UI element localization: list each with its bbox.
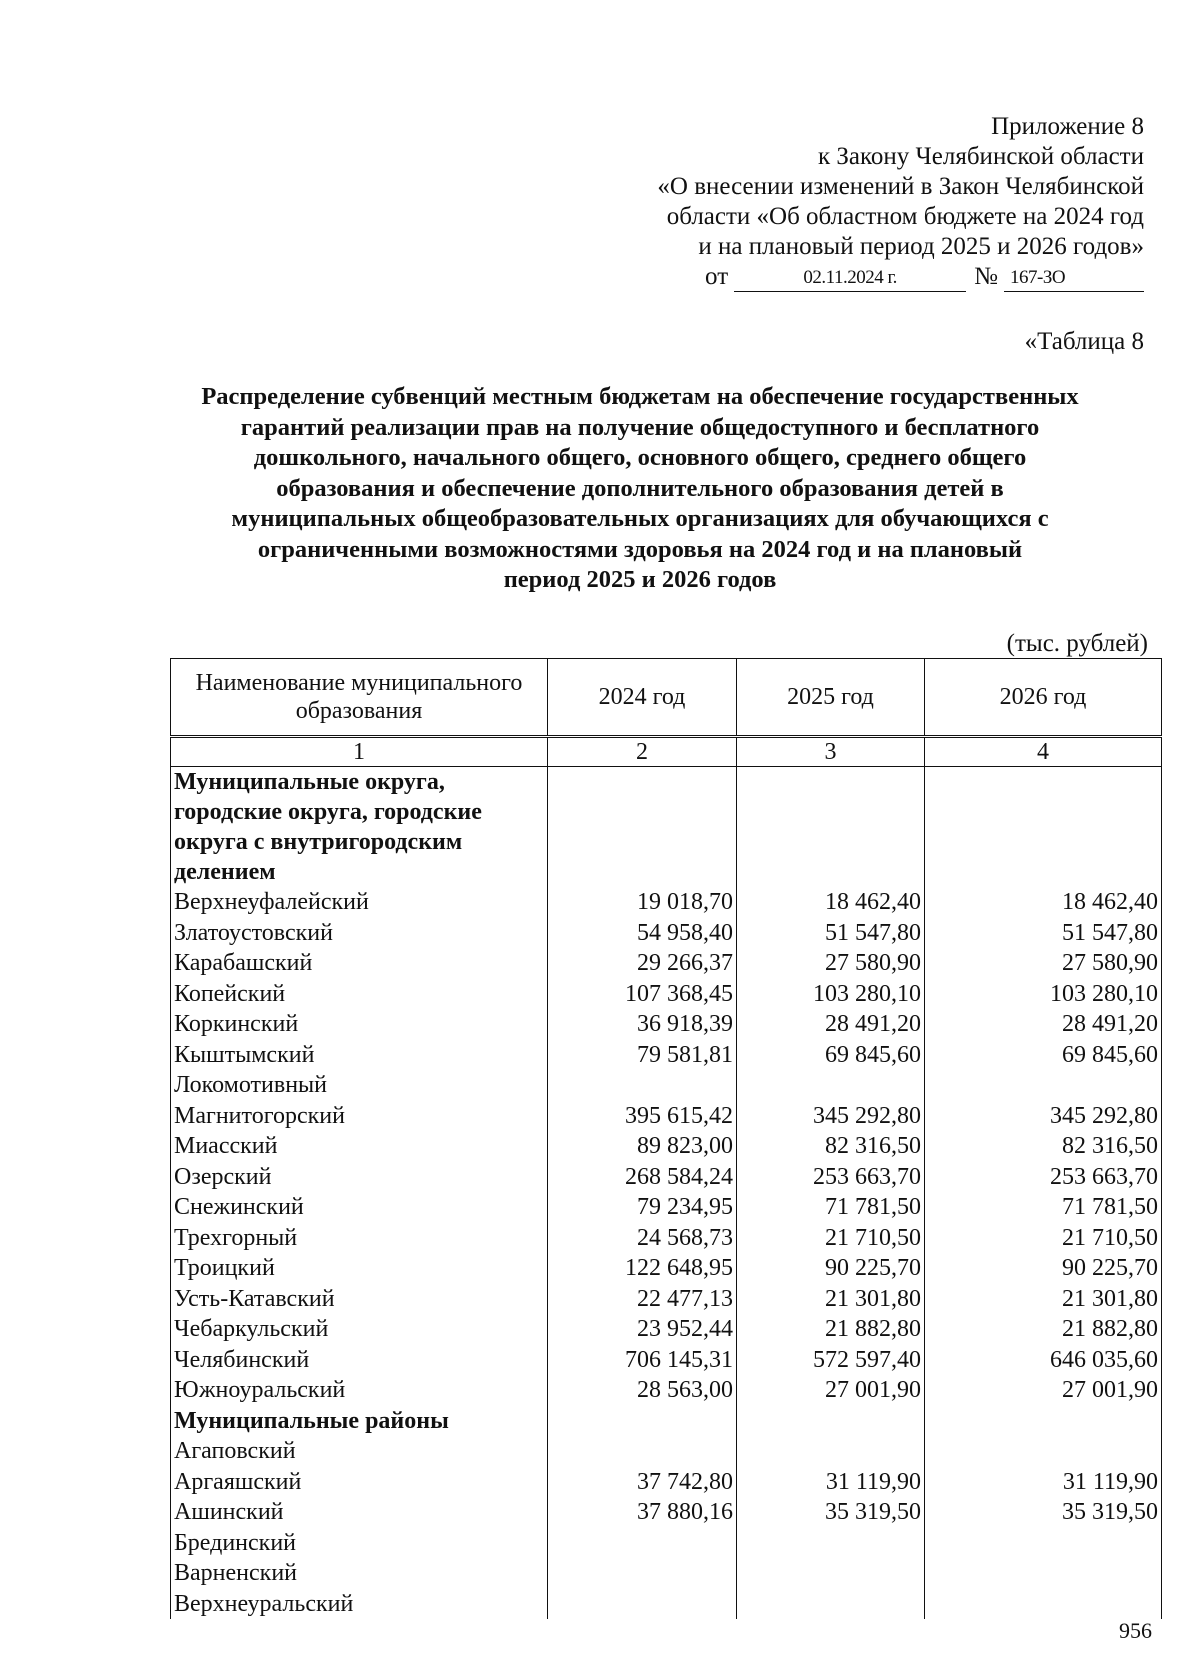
value-2026-cell: 27 001,90	[925, 1375, 1162, 1406]
group-header-row	[171, 1406, 1162, 1437]
value-2024-cell: 37 742,80	[548, 1467, 737, 1498]
value-2026-cell	[925, 1406, 1162, 1437]
value-2026-cell: 103 280,10	[925, 979, 1162, 1010]
table-row	[171, 1497, 1162, 1528]
value-2024-cell: 19 018,70	[548, 887, 737, 918]
value-2026-cell: 253 663,70	[925, 1162, 1162, 1193]
value-2024-cell	[548, 1558, 737, 1589]
table-header-row	[171, 659, 1162, 737]
value-2026-cell: 345 292,80	[925, 1101, 1162, 1132]
value-2025-cell: 35 319,50	[737, 1497, 925, 1528]
municipality-name-cell: Миасский	[171, 1131, 548, 1162]
value-2026-cell: 21 710,50	[925, 1223, 1162, 1254]
value-2024-cell: 79 581,81	[548, 1040, 737, 1071]
group-header-row	[171, 767, 1162, 888]
value-2026-cell	[925, 1070, 1162, 1101]
municipality-name-cell: Карабашский	[171, 948, 548, 979]
municipality-name-cell: Муниципальные районы	[171, 1406, 548, 1437]
municipality-name-cell: Ашинский	[171, 1497, 548, 1528]
table-row	[171, 1589, 1162, 1620]
municipality-name-cell: Копейский	[171, 979, 548, 1010]
value-2025-cell: 27 580,90	[737, 948, 925, 979]
value-2026-cell: 21 301,80	[925, 1284, 1162, 1315]
municipality-name-cell: Брединский	[171, 1528, 548, 1559]
value-2025-cell	[737, 1589, 925, 1620]
table-row	[171, 887, 1162, 918]
value-2025-cell: 345 292,80	[737, 1101, 925, 1132]
value-2025-cell: 51 547,80	[737, 918, 925, 949]
column-header-2026: 2026 год	[925, 659, 1162, 737]
table-row	[171, 1040, 1162, 1071]
table-row	[171, 1284, 1162, 1315]
value-2025-cell	[737, 1528, 925, 1559]
municipality-name-cell: Усть-Катавский	[171, 1284, 548, 1315]
municipality-name-cell: Муниципальные округа, городские округа, городские округа с внутригородским делением	[171, 767, 548, 888]
title-line: образования и обеспечение дополнительного образования детей в	[276, 474, 1004, 502]
value-2025-cell	[737, 767, 925, 888]
value-2026-cell: 35 319,50	[925, 1497, 1162, 1528]
title-line: дошкольного, начального общего, основного общего, среднего общего	[253, 444, 1027, 471]
municipality-name-cell: Троицкий	[171, 1253, 548, 1284]
table-row	[171, 1101, 1162, 1132]
value-2026-cell: 27 580,90	[925, 948, 1162, 979]
value-2024-cell	[548, 1589, 737, 1620]
value-2026-cell: 18 462,40	[925, 887, 1162, 918]
column-number: 3	[737, 737, 925, 767]
table-row	[171, 1162, 1162, 1193]
column-number: 2	[548, 737, 737, 767]
table-row	[171, 1345, 1162, 1376]
value-2026-cell	[925, 1528, 1162, 1559]
value-2025-cell	[737, 1406, 925, 1437]
subvention-table	[170, 658, 1162, 1619]
municipality-name-cell: Снежинский	[171, 1192, 548, 1223]
law-name-line-2: области «Об областном бюджете на 2024 год	[666, 203, 1144, 230]
value-2024-cell	[548, 1528, 737, 1559]
title-line: Распределение субвенций местным бюджетам на обеспечение государственных	[201, 383, 1079, 410]
law-number: 167-ЗО	[1004, 265, 1144, 292]
value-2024-cell: 107 368,45	[548, 979, 737, 1010]
value-2026-cell: 90 225,70	[925, 1253, 1162, 1284]
law-date-number-line	[657, 262, 1144, 292]
value-2024-cell: 28 563,00	[548, 1375, 737, 1406]
table-body	[171, 767, 1162, 1620]
value-2025-cell: 90 225,70	[737, 1253, 925, 1284]
value-2026-cell	[925, 1558, 1162, 1589]
value-2024-cell: 268 584,24	[548, 1162, 737, 1193]
value-2025-cell: 103 280,10	[737, 979, 925, 1010]
table-row	[171, 918, 1162, 949]
value-2025-cell	[737, 1436, 925, 1467]
municipality-name-cell: Агаповский	[171, 1436, 548, 1467]
table-row	[171, 1131, 1162, 1162]
value-2026-cell: 71 781,50	[925, 1192, 1162, 1223]
title-line: муниципальных общеобразовательных организациях для обучающихся с	[231, 505, 1049, 532]
municipality-name-cell: Трехгорный	[171, 1223, 548, 1254]
value-2025-cell: 31 119,90	[737, 1467, 925, 1498]
value-2024-cell: 24 568,73	[548, 1223, 737, 1254]
value-2025-cell: 572 597,40	[737, 1345, 925, 1376]
value-2024-cell: 23 952,44	[548, 1314, 737, 1345]
from-label: от	[705, 263, 729, 290]
title-line: ограниченными возможностями здоровья на 2024 год и на плановый	[257, 535, 1023, 563]
municipality-name-cell: Верхнеуральский	[171, 1589, 548, 1620]
column-header-2025: 2025 год	[737, 659, 925, 737]
table-row	[171, 1223, 1162, 1254]
municipality-name-cell: Варненский	[171, 1558, 548, 1589]
column-number: 1	[171, 737, 548, 767]
value-2025-cell: 69 845,60	[737, 1040, 925, 1071]
table-row	[171, 1070, 1162, 1101]
municipality-name-cell: Чебаркульский	[171, 1314, 548, 1345]
column-header-2024: 2024 год	[548, 659, 737, 737]
column-number: 4	[925, 737, 1162, 767]
table-row	[171, 1314, 1162, 1345]
table-row	[171, 1528, 1162, 1559]
municipality-name-cell: Локомотивный	[171, 1070, 548, 1101]
law-reference: к Закону Челябинской области	[818, 143, 1144, 170]
value-2024-cell: 36 918,39	[548, 1009, 737, 1040]
table-row	[171, 1467, 1162, 1498]
value-2026-cell	[925, 767, 1162, 888]
column-number-row	[171, 737, 1162, 767]
value-2026-cell: 31 119,90	[925, 1467, 1162, 1498]
table-row	[171, 1253, 1162, 1284]
number-label: №	[974, 263, 998, 290]
value-2026-cell: 28 491,20	[925, 1009, 1162, 1040]
units-label: (тыс. рублей)	[1006, 630, 1148, 657]
value-2024-cell: 706 145,31	[548, 1345, 737, 1376]
value-2024-cell: 395 615,42	[548, 1101, 737, 1132]
value-2024-cell: 54 958,40	[548, 918, 737, 949]
value-2025-cell: 21 301,80	[737, 1284, 925, 1315]
value-2024-cell: 22 477,13	[548, 1284, 737, 1315]
page-number: 956	[1119, 1618, 1152, 1643]
value-2024-cell: 79 234,95	[548, 1192, 737, 1223]
title-line: гарантий реализации прав на получение общедоступного и бесплатного	[240, 413, 1040, 441]
value-2025-cell: 21 882,80	[737, 1314, 925, 1345]
value-2024-cell: 122 648,95	[548, 1253, 737, 1284]
column-header-municipality: Наименование муниципального образования	[171, 659, 548, 737]
value-2025-cell: 21 710,50	[737, 1223, 925, 1254]
law-name-line-1: «О внесении изменений в Закон Челябинской	[657, 173, 1144, 200]
municipality-name-cell: Южноуральский	[171, 1375, 548, 1406]
value-2026-cell	[925, 1436, 1162, 1467]
value-2025-cell: 18 462,40	[737, 887, 925, 918]
municipality-name-cell: Кыштымский	[171, 1040, 548, 1071]
title-line: период 2025 и 2026 годов	[503, 566, 777, 593]
table-row	[171, 1009, 1162, 1040]
municipality-name-cell: Челябинский	[171, 1345, 548, 1376]
table-row	[171, 979, 1162, 1010]
municipality-name-cell: Коркинский	[171, 1009, 548, 1040]
document-title	[150, 382, 1130, 596]
value-2026-cell: 82 316,50	[925, 1131, 1162, 1162]
law-name-line-3: и на плановый период 2025 и 2026 годов»	[698, 233, 1144, 260]
municipality-name-cell: Златоустовский	[171, 918, 548, 949]
table-row	[171, 1436, 1162, 1467]
table-row	[171, 1558, 1162, 1589]
value-2024-cell	[548, 1406, 737, 1437]
appendix-title: Приложение 8	[991, 113, 1144, 140]
value-2024-cell: 37 880,16	[548, 1497, 737, 1528]
value-2024-cell: 29 266,37	[548, 948, 737, 979]
table-row	[171, 1375, 1162, 1406]
law-date: 02.11.2024 г.	[734, 265, 966, 292]
value-2024-cell: 89 823,00	[548, 1131, 737, 1162]
value-2026-cell: 69 845,60	[925, 1040, 1162, 1071]
value-2025-cell	[737, 1558, 925, 1589]
appendix-header	[657, 112, 1144, 292]
value-2025-cell: 82 316,50	[737, 1131, 925, 1162]
value-2026-cell: 21 882,80	[925, 1314, 1162, 1345]
value-2024-cell	[548, 1070, 737, 1101]
table-label: «Таблица 8	[1024, 328, 1144, 355]
table-row	[171, 1192, 1162, 1223]
municipality-name-cell: Магнитогорский	[171, 1101, 548, 1132]
municipality-name-cell: Озерский	[171, 1162, 548, 1193]
value-2025-cell: 27 001,90	[737, 1375, 925, 1406]
value-2026-cell: 646 035,60	[925, 1345, 1162, 1376]
municipality-name-cell: Аргаяшский	[171, 1467, 548, 1498]
value-2024-cell	[548, 1436, 737, 1467]
value-2025-cell: 253 663,70	[737, 1162, 925, 1193]
table-row	[171, 948, 1162, 979]
value-2025-cell: 28 491,20	[737, 1009, 925, 1040]
value-2025-cell	[737, 1070, 925, 1101]
value-2026-cell: 51 547,80	[925, 918, 1162, 949]
value-2025-cell: 71 781,50	[737, 1192, 925, 1223]
value-2024-cell	[548, 767, 737, 888]
municipality-name-cell: Верхнеуфалейский	[171, 887, 548, 918]
value-2026-cell	[925, 1589, 1162, 1620]
